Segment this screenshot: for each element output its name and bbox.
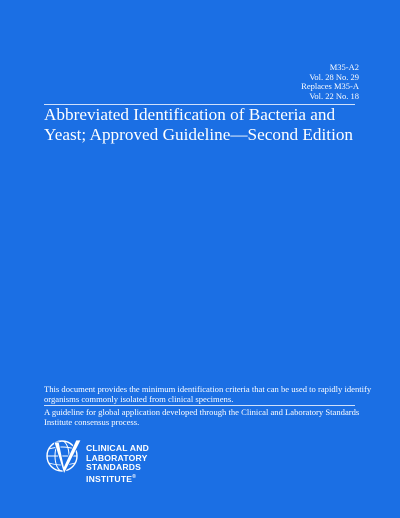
document-replaces: Replaces M35-A xyxy=(301,81,359,92)
registered-mark: ® xyxy=(132,473,137,480)
clsi-logo xyxy=(44,436,184,484)
logo-line-2: LABORATORY xyxy=(86,452,148,463)
logo-line-1: CLINICAL AND xyxy=(86,443,150,453)
document-volume: Vol. 28 No. 29 xyxy=(309,71,359,82)
logo-wordmark xyxy=(86,444,149,484)
logo-line-4 xyxy=(86,473,149,484)
document-description: This document provides the minimum identification criteria that can be used to rapidly identify organisms commonly isolated from clinical specimens. xyxy=(44,384,372,404)
document-identifier xyxy=(301,63,359,101)
document-code: M35-A2 xyxy=(329,62,359,72)
logo-line-4-text: INSTITUTE xyxy=(86,473,133,484)
globe-check-icon xyxy=(44,436,84,480)
document-replaces-volume: Vol. 22 No. 18 xyxy=(309,90,359,101)
logo-line-3: STANDARDS xyxy=(86,462,142,473)
guideline-note: A guideline for global application developed through the Clinical and Laboratory Standards Institute consensus process. xyxy=(44,407,360,427)
document-title: Abbreviated Identification of Bacteria and Yeast; Approved Guideline—Second Edition xyxy=(44,105,354,144)
description-divider xyxy=(44,405,355,406)
